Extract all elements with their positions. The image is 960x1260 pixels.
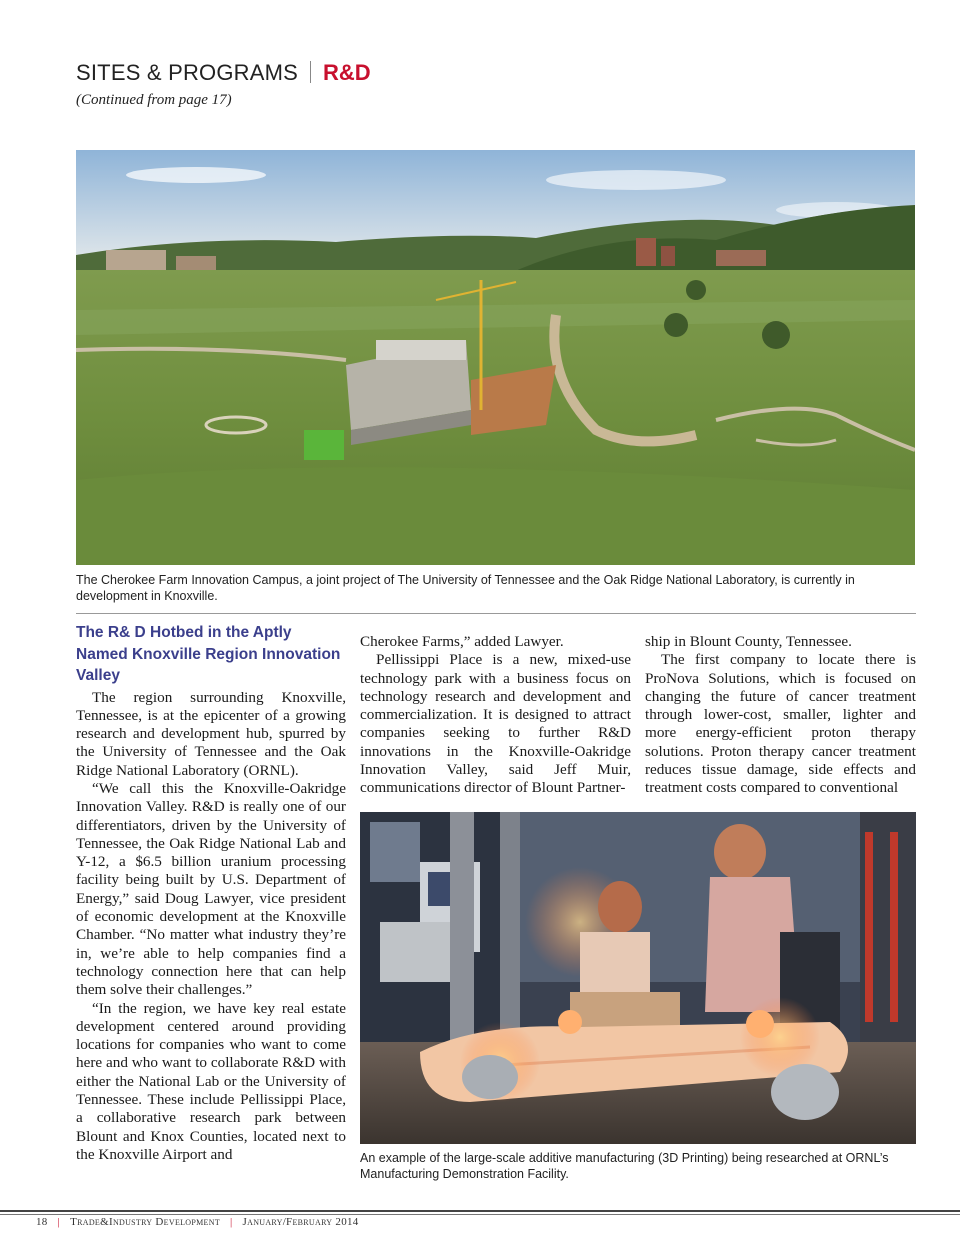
article-column-3 <box>645 633 916 798</box>
aerial-campus-photo <box>76 150 915 565</box>
footer-rule-secondary <box>0 1214 960 1215</box>
article-subhead: The R& D Hotbed in the Aptly Named Knoxville Region Innovation Valley <box>76 624 341 684</box>
article-column-2 <box>360 633 631 798</box>
footer-separator: | <box>230 1216 233 1228</box>
article-column-1 <box>76 622 346 1164</box>
page-footer <box>36 1216 359 1228</box>
paragraph: Pellissippi Place is a new, mixed-use technology park with a business focus on technology research and development and commercialization. It is designed to attract companies seeking to further R&D innovations in the Knoxville-Oakridge Innovation Valley, said Jeff Muir, communications director of Blount Partner- <box>360 651 631 797</box>
page-header <box>76 60 371 86</box>
continued-note: (Continued from page 17) <box>76 92 232 108</box>
section-title: SITES & PROGRAMS <box>76 60 299 85</box>
subsection-title: R&D <box>323 60 371 85</box>
publication-name: Trade&Industry Development <box>70 1216 221 1228</box>
3d-printing-photo <box>360 812 916 1144</box>
header-divider <box>310 61 311 83</box>
page-number: 18 <box>36 1216 48 1228</box>
footer-rule <box>0 1210 960 1212</box>
footer-separator: | <box>57 1216 61 1228</box>
issue-date: January/February 2014 <box>242 1216 359 1228</box>
caption-divider <box>76 613 916 614</box>
photo-caption-campus: The Cherokee Farm Innovation Campus, a joint project of The University of Tennessee and the Oak Ridge National Laboratory, is currently in development in Knoxville. <box>76 573 855 603</box>
paragraph: Cherokee Farms,” added Lawyer. <box>360 633 564 650</box>
paragraph: The first company to locate there is ProNova Solutions, which is focused on changing the future of cancer treatment through lower-cost, smaller, lighter and more energy-efficient proton therapy solutions. Proton therapy cancer treatment reduces tissue damage, side effects and treatment costs compared to conventional <box>645 651 916 797</box>
paragraph: “In the region, we have key real estate development centered around providing locations for companies who want to come here and who want to collaborate R&D with either the National Lab or the University of Tennessee. These include Pellissippi Place, a collaborative research park between Blount and Knox Counties, located next to the Knoxville Airport and <box>76 999 346 1163</box>
paragraph: ship in Blount County, Tennessee. <box>645 633 852 650</box>
paragraph: “We call this the Knoxville-Oakridge Innovation Valley. R&D is really one of our differentiators, driven by the University of Tennessee, the Oak Ridge National Lab and Y-12, a $6.5 billion uranium processing facility being built by U.S. Department of Energy,” said Doug Lawyer, vice president of economic development at the Knoxville Chamber. “No matter what industry they’re in, we’re able to help companies find a technology connection here that can help them solve their challenges.” <box>76 779 346 999</box>
paragraph: The region surrounding Knoxville, Tennessee, is at the epicenter of a growing research and development hub, spurred by the University of Tennessee and the Oak Ridge National Laboratory (ORNL). <box>76 688 346 779</box>
photo-caption-3d-printing: An example of the large-scale additive manufacturing (3D Printing) being researched at ORNL’s Manufacturing Demonstration Facility. <box>360 1151 889 1181</box>
